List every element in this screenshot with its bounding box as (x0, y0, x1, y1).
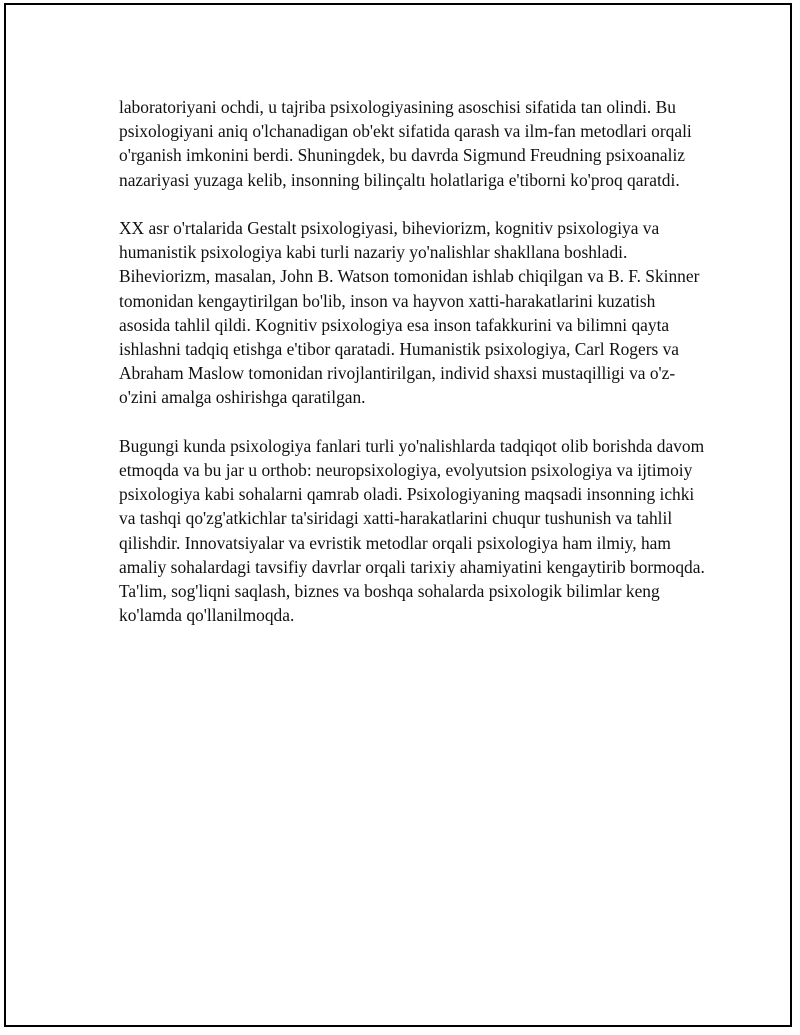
document-body (119, 95, 709, 652)
document-page (4, 3, 792, 1027)
paragraph-3: Bugungi kunda psixologiya fanlari turli yo'nalishlarda tadqiqot olib borishda davom etmoqda va bu jar u orthob: neuropsixologiya, evolyutsion psixologiya va ijtimoiy psixologiya kabi sohalarni qamrab oladi. Psixologiyaning maqsadi insonning ichki va tashqi qo'zg'atkichlar ta'siridagi xatti-harakatlarini chuqur tushunish va tahlil qilishdir. Innovatsiyalar va evristik metodlar orqali psixologiya ham ilmiy, ham amaliy sohalardagi tavsifiy davrlar orqali tarixiy ahamiyatini kengaytirib bormoqda. Ta'lim, sog'liqni saqlash, biznes va boshqa sohalarda psixologik bilimlar keng ko'lamda qo'llanilmoqda. (119, 435, 705, 626)
paragraph-1: laboratoriyani ochdi, u tajriba psixologiyasining asoschisi sifatida tan olindi. Bu psixologiyani aniq o'lchanadigan ob'ekt sifatida qarash va ilm-fan metodlari orqali o'rganish imkonini berdi. Shuningdek, bu davrda Sigmund Freudning psixoanaliz nazariyasi yuzaga kelib, insonning bilinçaltı holatlariga e'tiborni ko'proq qaratdi. (119, 97, 692, 190)
paragraph-2: XX asr o'rtalarida Gestalt psixologiyasi, biheviorizm, kognitiv psixologiya va humanistik psixologiya kabi turli nazariy yo'nalishlar shakllana boshladi. Biheviorizm, masalan, John B. Watson tomonidan ishlab chiqilgan va B. F. Skinner tomonidan kengaytirilgan bo'lib, inson va hayvon xatti-harakatlarini kuzatish asosida tahlil qildi. Kognitiv psixologiya esa inson tafakkurini va bilimni qayta ishlashni tadqiq etishga e'tibor qaratadi. Humanistik psixologiya, Carl Rogers va Abraham Maslow tomonidan rivojlantirilgan, individ shaxsi mustaqilligi va o'z-o'zini amalga oshirishga qaratilgan. (119, 218, 700, 408)
